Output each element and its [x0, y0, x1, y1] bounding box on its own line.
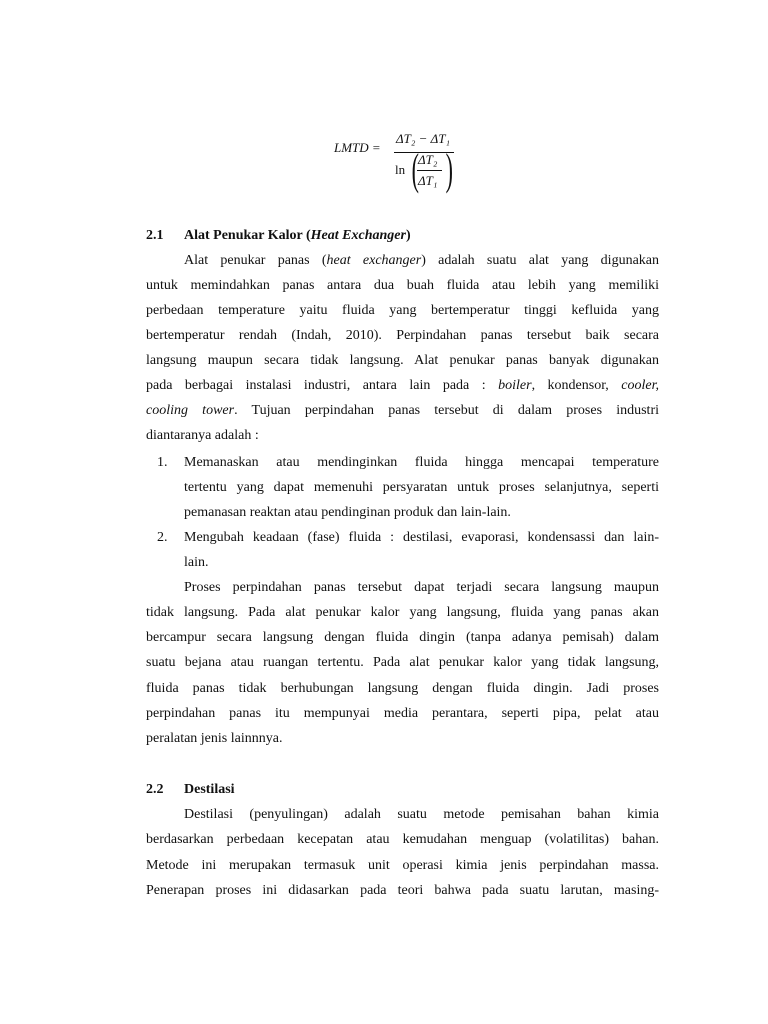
- formula-lhs: LMTD =: [334, 140, 381, 155]
- paragraph-line: suatu bejana atau ruangan tertentu. Pada alat penukar kalor yang tidak langsung,: [146, 655, 659, 670]
- paragraph-line: diantaranya adalah :: [146, 428, 259, 443]
- paragraph-line: Metode ini merupakan termasuk unit operasi kimia jenis perpindahan massa.: [146, 858, 659, 873]
- list-marker: 1.: [157, 455, 168, 470]
- section-title: Alat Penukar Kalor (: [184, 228, 311, 243]
- formula-numerator: ΔT₂ − ΔT₁: [396, 131, 451, 146]
- section-number: 2.2: [146, 782, 164, 797]
- section-number: 2.1: [146, 228, 164, 243]
- paragraph-line: untuk memindahkan panas antara dua buah fluida atau lebih yang memiliki: [146, 278, 659, 293]
- list-marker: 2.: [157, 530, 168, 545]
- paragraph-line: cooling tower. Tujuan perpindahan panas tersebut di dalam proses industri: [146, 403, 659, 418]
- paragraph-line: peralatan jenis lainnnya.: [146, 731, 283, 746]
- formula-ln: ln: [395, 162, 406, 177]
- section-title-italic: Heat Exchanger: [310, 228, 406, 243]
- paragraph-line: pada berbagai instalasi industri, antara lain pada : boiler, kondensor, cooler,: [146, 378, 659, 393]
- paragraph-line: langsung maupun secara tidak langsung. Alat penukar panas banyak digunakan: [146, 353, 659, 368]
- paragraph-line: perbedaan temperature yaitu fluida yang bertemperatur tinggi kefluida yang: [146, 303, 659, 318]
- paragraph-line: Proses perpindahan panas tersebut dapat terjadi secara langsung maupun: [184, 580, 659, 595]
- formula-left-paren: (: [411, 145, 419, 194]
- paragraph-line: fluida panas tidak berhubungan langsung dengan fluida dingin. Jadi proses: [146, 681, 659, 696]
- formula-inner-fraction-bar: [417, 170, 442, 171]
- paragraph-line: perpindahan panas itu mempunyai media perantara, seperti pipa, pelat atau: [146, 706, 659, 721]
- paragraph-line: Destilasi (penyulingan) adalah suatu metode pemisahan bahan kimia: [184, 807, 659, 822]
- paragraph-line: tidak langsung. Pada alat penukar kalor yang langsung, fluida yang panas akan: [146, 605, 659, 620]
- section-title-close: ): [405, 228, 411, 243]
- paragraph-line: Alat penukar panas (heat exchanger) adalah suatu alat yang digunakan: [184, 253, 659, 268]
- section-heading-2-1: [146, 228, 411, 244]
- paragraph-line: bercampur secara langsung dengan fluida dingin (tanpa adanya pemisah) dalam: [146, 630, 659, 645]
- paragraph-line: bertemperatur rendah (Indah, 2010). Perpindahan panas tersebut baik secara: [146, 328, 659, 343]
- paragraph-line: berdasarkan perbedaan kecepatan atau kemudahan menguap (volatilitas) bahan.: [146, 832, 659, 847]
- section-heading-2-2: [146, 782, 235, 798]
- list-item-line: Mengubah keadaan (fase) fluida : destilasi, evaporasi, kondensassi dan lain-: [184, 530, 659, 545]
- list-item-line: tertentu yang dapat memenuhi persyaratan untuk proses selanjutnya, seperti: [184, 480, 659, 495]
- list-item-line: pemanasan reaktan atau pendinginan produk dan lain-lain.: [184, 505, 511, 520]
- formula-right-paren: ): [445, 145, 453, 194]
- formula-inner-numerator: ΔT₂: [418, 152, 438, 167]
- list-item-line: Memanaskan atau mendinginkan fluida hingga mencapai temperature: [184, 455, 659, 470]
- section-title: Destilasi: [184, 782, 235, 797]
- paragraph-line: Penerapan proses ini didasarkan pada teori bahwa pada suatu larutan, masing-: [146, 883, 659, 898]
- list-item-line: lain.: [184, 555, 209, 570]
- formula-inner-denominator: ΔT₁: [418, 173, 438, 188]
